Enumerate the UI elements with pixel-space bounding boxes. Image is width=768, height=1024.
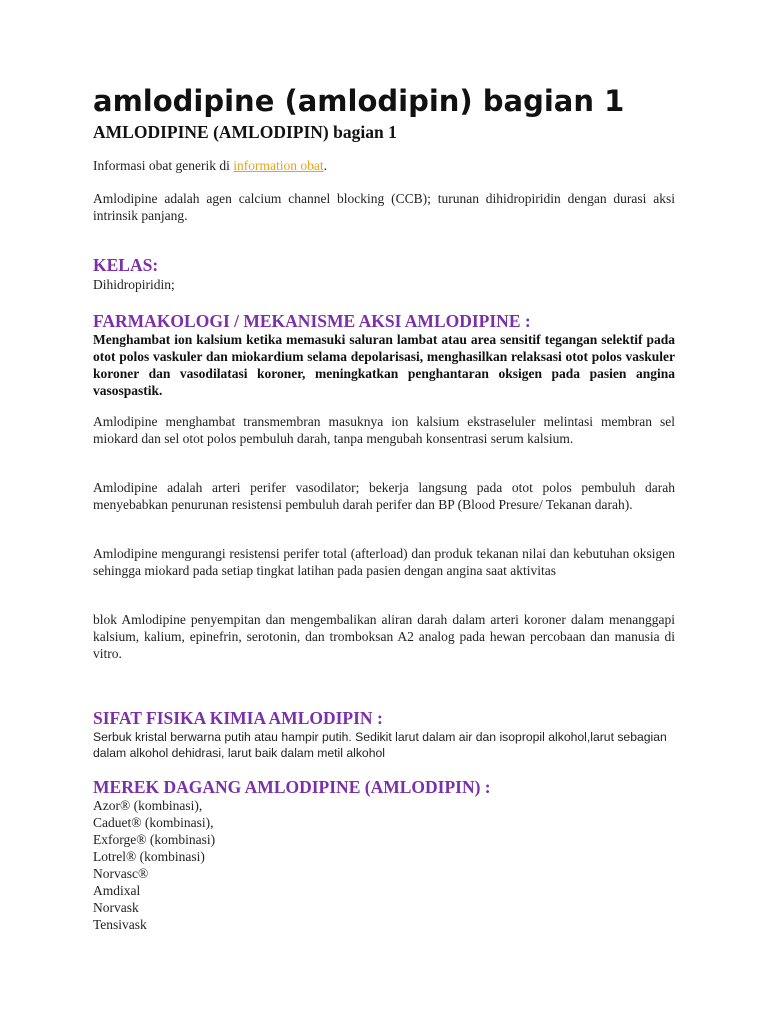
intro-paragraph (93, 157, 675, 174)
description-paragraph: Amlodipine adalah agen calcium channel blocking (CCB); turunan dihidropiridin dengan durasi aksi intrinsik panjang. (93, 191, 675, 223)
intro-suffix: . (323, 158, 327, 173)
farmakologi-paragraph-2: Amlodipine adalah arteri perifer vasodilator; bekerja langsung pada otot polos pembuluh darah menyebabkan penurunan resistensi pembuluh darah perifer dan BP (Blood Presure/ Tekanan darah). (93, 480, 675, 512)
list-item: Caduet® (kombinasi), (93, 815, 214, 830)
list-item: Norvasc® (93, 866, 149, 881)
farmakologi-paragraph-4: blok Amlodipine penyempitan dan mengembalikan aliran darah dalam arteri koroner dalam menanggapi kalsium, kalium, epinefrin, serotonin, dan tromboksan A2 analog pada hewan percobaan dan manusia di vitro. (93, 612, 675, 661)
list-item: Exforge® (kombinasi) (93, 832, 216, 847)
sifat-text: Serbuk kristal berwarna putih atau hampir putih. Sedikit larut dalam air dan isopropil alkohol,larut sebagian dalam alkohol dehidrasi, larut baik dalam metil alkohol (93, 730, 667, 760)
information-obat-link[interactable]: information obat (233, 158, 324, 173)
merek-list (93, 797, 215, 933)
list-item: Tensivask (93, 917, 147, 932)
list-item: Lotrel® (kombinasi) (93, 849, 205, 864)
list-item: Norvask (93, 900, 139, 915)
farmakologi-paragraph-1: Amlodipine menghambat transmembran masuknya ion kalsium ekstraseluler melintasi membran sel miokard dan sel otot polos pembuluh darah, tanpa mengubah konsentrasi serum kalsium. (93, 414, 675, 446)
farmakologi-bold-paragraph: Menghambat ion kalsium ketika memasuki saluran lambat atau area sensitif tegangan selektif pada otot polos vaskuler dan miokardium selama depolarisasi, menghasilkan relaksasi otot polos vaskuler koroner dan vasodilatasi koroner, meningkatkan penghantaran oksigen pada pasien angina vasospastik. (93, 332, 675, 398)
list-item: Amdixal (93, 883, 141, 898)
merek-heading: MEREK DAGANG AMLODIPINE (AMLODIPIN) : (93, 777, 491, 797)
page-title: amlodipine (amlodipin) bagian 1 (93, 84, 625, 118)
page-subtitle: AMLODIPINE (AMLODIPIN) bagian 1 (93, 122, 397, 142)
kelas-heading: KELAS: (93, 255, 159, 275)
farmakologi-heading: FARMAKOLOGI / MEKANISME AKSI AMLODIPINE : (93, 311, 531, 331)
list-item: Azor® (kombinasi), (93, 798, 203, 813)
kelas-text: Dihidropiridin; (93, 277, 175, 292)
farmakologi-paragraph-3: Amlodipine mengurangi resistensi perifer total (afterload) dan produk tekanan nilai dan kebutuhan oksigen sehingga miokard pada setiap tingkat latihan pada pasien dengan angina saat aktivitas (93, 546, 675, 578)
sifat-heading: SIFAT FISIKA KIMIA AMLODIPIN : (93, 708, 383, 728)
intro-prefix: Informasi obat generik di (93, 158, 234, 173)
